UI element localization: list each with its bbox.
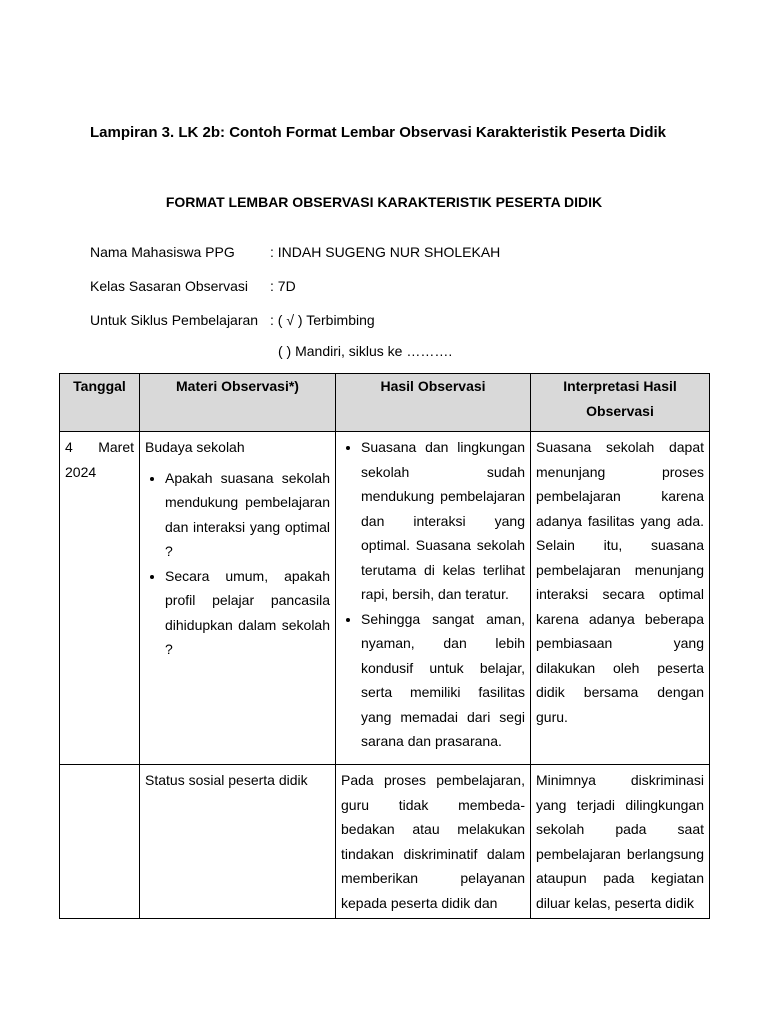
interpretasi-cell: Suasana sekolah dapat menunjang proses pembelajaran karena adanya fasilitas yang ada. Selain itu, suasana pembelajaran menunjang interaksi secara optimal karena adanya beberapa pembiasaan yang dilakukan oleh peserta didik bersama dengan guru. xyxy=(531,432,710,765)
list-item: • Sehingga sangat aman, nyaman, dan lebih kondusif untuk belajar, serta memiliki fasilitas yang memadai dari segi sarana dan prasarana. xyxy=(361,607,525,754)
materi-title: Budaya sekolah xyxy=(145,439,245,455)
header-tanggal: Tanggal xyxy=(60,374,140,432)
list-item: • Suasana dan lingkungan sekolah sudah mendukung pembelajaran dan interaksi yang optimal. Suasana sekolah terutama di kelas terlihat rapi, bersih, dan teratur. xyxy=(361,435,525,607)
tanggal-cell xyxy=(60,765,140,919)
nama-row xyxy=(90,244,500,278)
materi-list xyxy=(145,466,330,662)
header-interpretasi: Interpretasi Hasil Observasi xyxy=(531,374,710,432)
siklus-row xyxy=(90,312,500,346)
list-item: • Secara umum, apakah profil pelajar pancasila dihidupkan dalam sekolah ? xyxy=(165,564,330,662)
document-title: Lampiran 3. LK 2b: Contoh Format Lembar Observasi Karakteristik Peserta Didik xyxy=(90,124,667,141)
observation-table xyxy=(59,373,710,919)
tanggal-day: 4 xyxy=(65,439,73,455)
kelas-value: : 7D xyxy=(270,278,296,294)
interpretasi-cell: Minimnya diskriminasi yang terjadi dilingkungan sekolah pada saat pembelajaran berlangsung ataupun pada kegiatan diluar kelas, peserta didik xyxy=(531,765,710,919)
tanggal-year: 2024 xyxy=(65,463,97,480)
siklus-label: Untuk Siklus Pembelajaran xyxy=(90,312,259,328)
kelas-row xyxy=(90,278,500,312)
hasil-cell xyxy=(336,432,531,765)
identity-section xyxy=(90,244,500,346)
hasil-list xyxy=(341,435,525,754)
nama-label: Nama Mahasiswa PPG xyxy=(90,244,235,260)
header-hasil: Hasil Observasi xyxy=(336,374,531,432)
siklus-value: : ( √ ) Terbimbing xyxy=(270,312,375,328)
tanggal-month: Maret xyxy=(98,439,134,455)
list-item: • Apakah suasana sekolah mendukung pembelajaran dan interaksi yang optimal ? xyxy=(165,466,330,564)
header-materi: Materi Observasi*) xyxy=(140,374,336,432)
tanggal-cell xyxy=(60,432,140,765)
materi-cell xyxy=(140,765,336,919)
hasil-cell: Pada proses pembelajaran, guru tidak membeda-bedakan atau melakukan tindakan diskriminatif dalam memberikan pelayanan kepada peserta didik dan xyxy=(336,765,531,919)
form-title: FORMAT LEMBAR OBSERVASI KARAKTERISTIK PESERTA DIDIK xyxy=(165,194,603,210)
siklus-mandiri-option: ( ) Mandiri, siklus ke ………. xyxy=(278,343,453,359)
tanggal-day-month xyxy=(65,435,134,460)
kelas-label: Kelas Sasaran Observasi xyxy=(90,278,248,294)
nama-value: : INDAH SUGENG NUR SHOLEKAH xyxy=(270,244,501,260)
table-row xyxy=(60,765,710,919)
table-row xyxy=(60,432,710,765)
materi-title: Status sosial peserta didik xyxy=(145,772,308,788)
materi-cell xyxy=(140,432,336,765)
table-header-row xyxy=(60,374,710,432)
